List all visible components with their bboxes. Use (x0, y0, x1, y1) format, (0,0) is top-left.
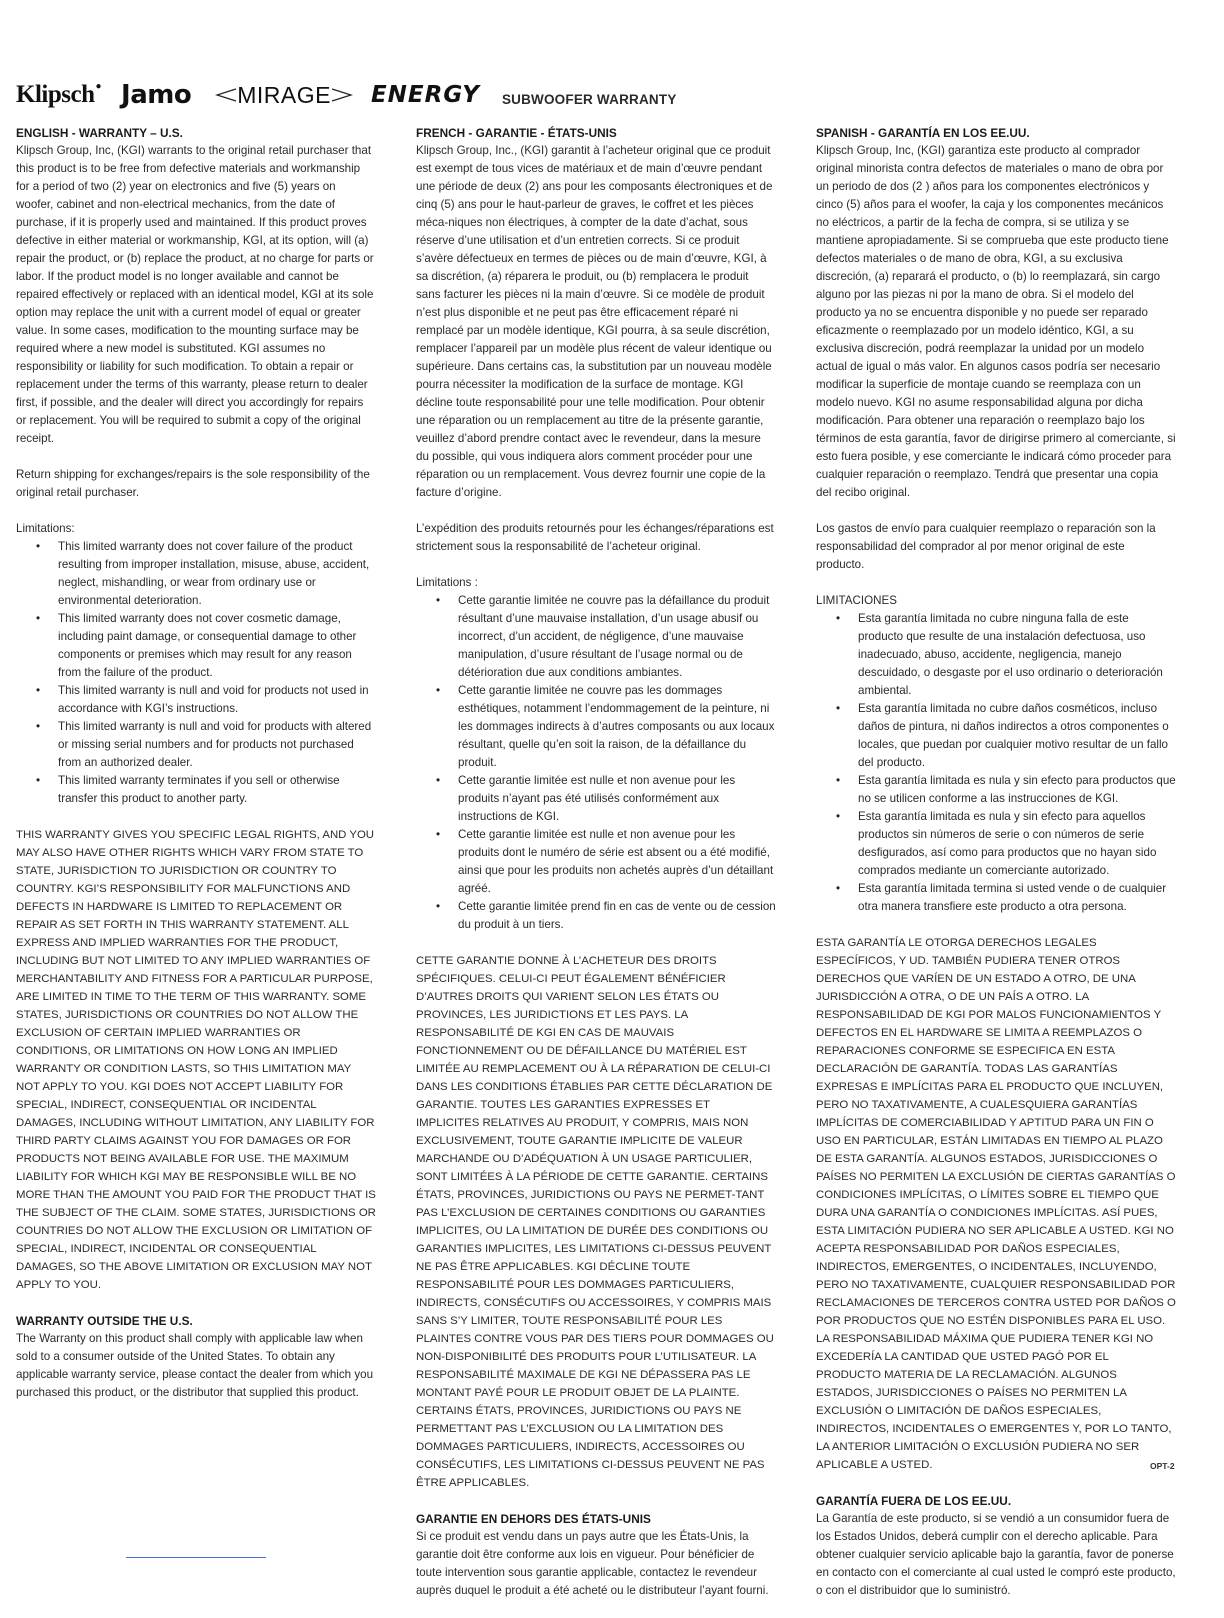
mirage-logo (215, 82, 353, 109)
spanish-outside-heading: GARANTÍA FUERA DE LOS EE.UU. (816, 1494, 1012, 1508)
divider (126, 1557, 266, 1558)
english-legal-disclaimer: THIS WARRANTY GIVES YOU SPECIFIC LEGAL RIGHTS, AND YOU MAY ALSO HAVE OTHER RIGHTS WHICH VARY FROM STATE TO STATE, JURISDICTION TO JURISDICTION OR COUNTRY TO COUNTRY. KGI’S RESPONSIBILITY FOR MALFUNCTIONS AND DEFECTS IN HARDWARE IS LIMITED TO REPLACEMENT OR REPAIR AS SET FORTH IN THIS WARRANTY STATEMENT. ALL EXPRESS AND IMPLIED WARRANTIES FOR THE PRODUCT, INCLUDING BUT NOT LIMITED TO ANY IMPLIED WARRANTIES OF MERCHANTABILITY AND FITNESS FOR A PARTICULAR PURPOSE, ARE LIMITED IN TIME TO THE TERM OF THIS WARRANTY. SOME STATES, JURISDICTIONS OR COUNTRIES DO NOT ALLOW THE EXCLUSION OF CERTAIN IMPLIED WARRANTIES OR CONDITIONS, OR LIMITATIONS ON HOW LONG AN IMPLIED WARRANTY OR CONDITION LASTS, SO THIS LIMITATION MAY NOT APPLY TO YOU. KGI DOES NOT ACCEPT LIABILITY FOR SPECIAL, INDIRECT, CONSEQUENTIAL OR INCIDENTAL DAMAGES, INCLUDING WITHOUT LIMITATION, ANY LIABILITY FOR THIRD PARTY CLAIMS AGAINST YOU FOR DAMAGES OR FOR PRODUCTS NOT BEING AVAILABLE FOR USE. THE MAXIMUM LIABILITY FOR WHICH KGI MAY BE RESPONSIBLE WILL BE NO MORE THAN THE AMOUNT YOU PAID FOR THE PRODUCT THAT IS THE SUBJECT OF THE CLAIM. SOME STATES, JURISDICTIONS OR COUNTRIES DO NOT ALLOW THE EXCLUSION OR LIMITATION OF SPECIAL, INDIRECT, INCIDENTAL OR CONSEQUENTIAL DAMAGES, SO THE ABOVE LIMITATION OR EXCLUSION MAY NOT APPLY TO YOU. (16, 829, 376, 1291)
french-limitations-label: Limitations : (416, 576, 478, 589)
french-column (416, 124, 776, 1618)
mirage-left-chevron-icon (215, 88, 237, 102)
list-item: • Esta garantía limitada termina si usted vende o de cualquier otra manera transfiere este producto a otra persona. (858, 880, 1176, 916)
english-heading: ENGLISH - WARRANTY – U.S. (16, 126, 183, 140)
list-item: • Esta garantía limitada no cubre daños cosméticos, incluso daños de pintura, ni daños indirectos a otros componentes o locales, que puedan por cualquier motivo resultar de un fallo del producto. (858, 700, 1176, 772)
spanish-limitations-label: LIMITACIONES (816, 594, 897, 607)
list-item: • Cette garantie limitée ne couvre pas les dommages esthétiques, notamment l’endommagement de la peinture, ni les dommages indirects à d’autres composants ou aux locaux résultant, quelle qu’en soit la raison, de la défaillance du produit. (458, 682, 776, 772)
french-shipping-note: L’expédition des produits retournés pour les échanges/réparations est strictement sous la responsabilité de l’acheteur original. (416, 522, 774, 553)
list-item: • Cette garantie limitée est nulle et non avenue pour les produits n’ayant pas été utilisés conformément aux instructions de KGI. (458, 772, 776, 826)
spanish-column (816, 124, 1176, 1618)
french-heading: FRENCH - GARANTIE - ÉTATS-UNIS (416, 126, 617, 140)
klipsch-logo: Klipsch● (16, 81, 102, 108)
spanish-heading: SPANISH - GARANTÍA EN LOS EE.UU. (816, 126, 1030, 140)
list-item: • Esta garantía limitada no cubre ninguna falla de este producto que resulte de una instalación defectuosa, uso inadecuado, abuso, accidente, negligencia, manejo descuidado, o desgaste por el uso ordinario o deterioración ambiental. (858, 610, 1176, 700)
klipsch-logo-text: Klipsch (16, 81, 95, 108)
list-item: • This limited warranty does not cover cosmetic damage, including paint damage, or consequential damage to other components or premises which may result for any reason from the failure of the product. (58, 610, 376, 682)
french-legal-disclaimer: CETTE GARANTIE DONNE À L’ACHETEUR DES DROITS SPÉCIFIQUES. CELUI-CI PEUT ÉGALEMENT BÉNÉFICIER D’AUTRES DROITS QUI VARIENT SELON LES ÉTATS OU PROVINCES, LES JURIDICTIONS ET LES PAYS. LA RESPONSABILITÉ DE KGI EN CAS DE MAUVAIS FONCTIONNEMENT OU DE DÉFAILLANCE DU MATÉRIEL EST LIMITÉE AU REMPLACEMENT OU À LA RÉPARATION DE CELUI-CI DANS LES CONDITIONS ÉTABLIES PAR CETTE DÉCLARATION DE GARANTIE. TOUTES LES GARANTIES EXPRESSES ET IMPLICITES RELATIVES AU PRODUIT, Y COMPRIS, MAIS NON EXCLUSIVEMENT, TOUTE GARANTIE IMPLICITE DE VALEUR MARCHANDE OU D’ADÉQUATION À UN USAGE PARTICULIER, SONT LIMITÉES À LA PÉRIODE DE CETTE GARANTIE. CERTAINS ÉTATS, PROVINCES, JURIDICTIONS OU PAYS NE PERMET-TANT PAS L’EXCLUSION DE CERTAINES CONDITIONS OU GARANTIES IMPLICITES, OU LA LIMITATION DE DURÉE DES CONDITIONS OU GARANTIES IMPLICITES, LES LIMITATIONS CI-DESSUS PEUVENT NE PAS ÊTRE APPLICABLES. KGI DÉCLINE TOUTE RESPONSABILITÉ POUR LES DOMMAGES PARTICULIERS, INDIRECTS, CONSÉCUTIFS OU ACCESSOIRES, Y COMPRIS MAIS SANS S’Y LIMITER, TOUTE RESPONSABILITÉ POUR LES PLAINTES CONTRE VOUS PAR DES TIERS POUR DOMMAGES OU NON-DISPONIBILITÉ DES PRODUITS POUR L’UTILISATEUR. LA RESPONSABILITÉ MAXIMALE DE KGI NE DÉPASSERA PAS LE MONTANT PAYÉ POUR LE PRODUIT OBJET DE LA PLAINTE. CERTAINS ÉTATS, PROVINCES, JURIDICTIONS OU PAYS NE PERMETTANT PAS L’EXCLUSION OU LA LIMITATION DES DOMMAGES PARTICULIERS, INDIRECTS, ACCESSOIRES OU CONSÉCUTIFS, LES LIMITATIONS CI-DESSUS PEUVENT NE PAS ÊTRE APPLICABLES. (416, 955, 774, 1489)
list-item: • Cette garantie limitée ne couvre pas la défaillance du produit résultant d’une mauvaise installation, d’un usage abusif ou incorrect, d’un accident, de négligence, d’une mauvaise manipulation, d’usure résultant de l’usage normal ou de détérioration due aux conditions ambiantes. (458, 592, 776, 682)
list-item: • This limited warranty is null and void for products with altered or missing serial numbers and for products not purchased from an authorized dealer. (58, 718, 376, 772)
page-title: SUBWOOFER WARRANTY (501, 91, 677, 107)
french-warranty-body: Klipsch Group, Inc., (KGI) garantit à l’acheteur original que ce produit est exempt de tous vices de matériaux et de main d’œuvre pendant une période de deux (2) ans pour les composants électroniques et de cinq (5) ans pour le haut-parleur de graves, le coffret et les pièces méca-niques non électriques, à compter de la date d’achat, sous réserve d’une utilisation et d’un entretien corrects. Si ce produit s’avère défectueux en termes de pièces ou de main d’œuvre, KGI, à sa discrétion, (a) réparera le produit, ou (b) remplacera le produit sans facturer les pièces ni la main d’œuvre. Si ce modèle de produit n’est plus disponible et ne peut pas être efficacement réparé ni remplacé par un modèle identique, KGI pourra, à sa seule discrétion, remplacer l’appareil par un modèle plus récent de valeur identique ou supérieure. Dans certains cas, la substitution par un nouveau modèle pourra nécessiter la modification de la surface de montage. KGI décline toute responsabilité pour une telle modification. Pour obtenir une réparation ou un remplacement au titre de la présente garantie, veuillez d’abord prendre contact avec le revendeur, dans la mesure du possible, qui vous indiquera alors comment procéder pour une réparation ou un remplacement. Vous devrez fournir une copie de la facture d’origine. (416, 144, 773, 499)
english-warranty-body: Klipsch Group, Inc, (KGI) warrants to the original retail purchaser that this product is to be free from defective materials and workmanship for a period of two (2) year on electronics and five (5) years on woofer, cabinet and non-electrical mechanics, from the date of purchase, if it is properly used and maintained. If this product proves defective in either material or workmanship, KGI, at its option, will (a) repair the product, or (b) replace the product, at no charge for parts or labor. If the product model is no longer available and cannot be repaired effectively or replaced with an identical model, KGI at its sole option may replace the unit with a current model of equal or greater value. In some cases, modification to the mounting surface may be required where a new model is substituted. KGI assumes no responsibility or liability for such modification. To obtain a repair or replacement under the terms of this warranty, please return to dealer first, if possible, and the dealer will direct you accordingly for repairs or replacement. You will be required to submit a copy of the original receipt. (16, 144, 374, 445)
english-shipping-note: Return shipping for exchanges/repairs is the sole responsibility of the original retail purchaser. (16, 468, 370, 499)
jamo-logo: Jamo (121, 80, 192, 110)
spanish-legal-disclaimer: ESTA GARANTÍA LE OTORGA DERECHOS LEGALES ESPECÍFICOS, Y UD. TAMBIÉN PUDIERA TENER OTROS DERECHOS QUE VARÍEN DE UN ESTADO A OTRO, DE UNA JURISDICCIÓN A OTRA, O DE UN PAÍS A OTRO. LA RESPONSABILIDAD DE KGI POR MALOS FUNCIONAMIENTOS Y DEFECTOS EN EL HARDWARE SE LIMITA A REEMPLAZOS O REPARACIONES CONFORME SE ESPECIFICA EN ESTA DECLARACIÓN DE GARANTÍA. TODAS LAS GARANTÍAS EXPRESAS E IMPLÍCITAS PARA EL PRODUCTO QUE INCLUYEN, PERO NO TAXATIVAMENTE, A CUALESQUIERA GARANTÍAS IMPLÍCITAS DE COMERCIABILIDAD Y APTITUD PARA UN FIN O USO EN PARTICULAR, ESTÁN LIMITADAS EN TIEMPO AL PLAZO DE ESTA GARANTÍA. ALGUNOS ESTADOS, JURISDICCIONES O PAÍSES NO PERMITEN LA EXCLUSIÓN DE CIERTAS GARANTÍAS O CONDICIONES IMPLÍCITAS, O LÍMITES SOBRE EL TIEMPO QUE DURA UNA GARANTÍA O CONDICIONES IMPLÍCITAS. ASÍ PUES, ESTA LIMITACIÓN PUDIERA NO SER APLICABLE A USTED. KGI NO ACEPTA RESPONSABILIDAD POR DAÑOS ESPECIALES, INDIRECTOS, EMERGENTES, O INCIDENTALES, INCLUYENDO, PERO NO TAXATIVAMENTE, CUALQUIER RESPONSABILIDAD POR RECLAMACIONES DE TERCEROS CONTRA USTED POR DAÑOS O POR PRODUCTOS QUE NO ESTÉN DISPONIBLES PARA EL USO. LA RESPONSABILIDAD MÁXIMA QUE PUDIERA TENER KGI NO EXCEDERÍA LA CANTIDAD QUE USTED PAGÓ POR EL PRODUCTO MATERIA DE LA RECLAMACIÓN. ALGUNOS ESTADOS, JURISDICCIONES O PAÍSES NO PERMITEN LA EXCLUSIÓN O LIMITACIÓN DE DAÑOS ESPECIALES, INDIRECTOS, INCIDENTALES O EMERGENTES Y, POR LO TANTO, LA ANTERIOR LIMITACIÓN O EXCLUSIÓN PUDIERA NO SER APLICABLE A USTED. (816, 937, 1176, 1471)
document-code: OPT-2 (1150, 1461, 1175, 1471)
list-item: • This limited warranty is null and void for products not used in accordance with KGI’s instructions. (58, 682, 376, 718)
french-outside-body: Si ce produit est vendu dans un pays autre que les États-Unis, la garantie doit être conforme aux lois en vigueur. Pour bénéficier de toute intervention sous garantie applicable, contactez le revendeur auprès duquel le produit a été acheté ou le distributeur l’ayant fourni. (416, 1530, 769, 1597)
page-header (16, 78, 1196, 112)
english-limitations-list (16, 538, 376, 808)
list-item: • Esta garantía limitada es nula y sin efecto para aquellos productos sin números de serie o con números de serie desfigurados, así como para productos que no hayan sido comprados mediante un comerciante autorizado. (858, 808, 1176, 880)
english-column (16, 124, 376, 1420)
list-item: • This limited warranty does not cover failure of the product resulting from improper installation, misuse, abuse, accident, neglect, mishandling, or wear from ordinary use or environmental deterioration. (58, 538, 376, 610)
list-item: • Esta garantía limitada es nula y sin efecto para productos que no se utilicen conforme a las instrucciones de KGI. (858, 772, 1176, 808)
english-limitations-label: Limitations: (16, 522, 75, 535)
spanish-limitations-list (816, 610, 1176, 916)
english-outside-heading: WARRANTY OUTSIDE THE U.S. (16, 1314, 193, 1328)
list-item: • Cette garantie limitée prend fin en cas de vente ou de cession du produit à un tiers. (458, 898, 776, 934)
spanish-shipping-note: Los gastos de envío para cualquier reemplazo o reparación son la responsabilidad del comprador al por menor original de este producto. (816, 522, 1156, 571)
list-item: • This limited warranty terminates if you sell or otherwise transfer this product to another party. (58, 772, 376, 808)
french-outside-heading: GARANTIE EN DEHORS DES ÉTATS-UNIS (416, 1512, 651, 1526)
english-outside-body: The Warranty on this product shall comply with applicable law when sold to a consumer outside of the United States. To obtain any applicable warranty service, please contact the dealer from which you purchased this product, or the distributor that supplied this product. (16, 1332, 374, 1399)
list-item: • Cette garantie limitée est nulle et non avenue pour les produits dont le numéro de série est absent ou a été modifié, ainsi que pour les produits non achetés auprès d’un détaillant agréé. (458, 826, 776, 898)
french-limitations-list (416, 592, 776, 934)
mirage-right-chevron-icon (331, 88, 353, 102)
spanish-outside-body: La Garantía de este producto, si se vendió a un consumidor fuera de los Estados Unidos, deberá cumplir con el derecho aplicable. Para obtener cualquier servicio aplicable bajo la garantía, favor de ponerse en contacto con el comerciante al cual usted le compró este producto, o con el distribuidor que lo suministró. (816, 1512, 1176, 1597)
energy-logo: ENERGY (370, 82, 480, 108)
spanish-warranty-body: Klipsch Group, Inc, (KGI) garantiza este producto al comprador original minorista contra defectos de materiales o mano de obra por un periodo de dos (2 ) años para los componentes electrónicos y cinco (5) años para el woofer, la caja y los componentes mecánicos no eléctricos, a partir de la fecha de compra, si se utiliza y se mantiene apropiadamente. Si se comprueba que este producto tiene defectos materiales o de mano de obra, KGI, a su exclusiva discreción, (a) reparará el producto, o (b) lo reemplazará, sin cargo alguno por las piezas ni por la mano de obra. Si el modelo del producto ya no se encuentra disponible y no puede ser reparado eficazmente o reemplazado por un modelo idéntico, KGI, a su exclusiva discreción, podrá reemplazar la unidad por un modelo actual de igual o más valor. En algunos casos podría ser necesario modificar la superficie de montaje cuando se reemplaza con un modelo nuevo. KGI no asume responsabilidad alguna por dicha modificación. Para obtener una reparación o reemplazo bajo los términos de esta garantía, favor de dirigirse primero al comerciante, si esto fuera posible, y ese comerciante le indicará cómo proceder para cualquier reparación o reemplazo. Tendrá que presentar una copia del recibo original. (816, 144, 1176, 499)
mirage-logo-text: MIRAGE (237, 81, 331, 108)
